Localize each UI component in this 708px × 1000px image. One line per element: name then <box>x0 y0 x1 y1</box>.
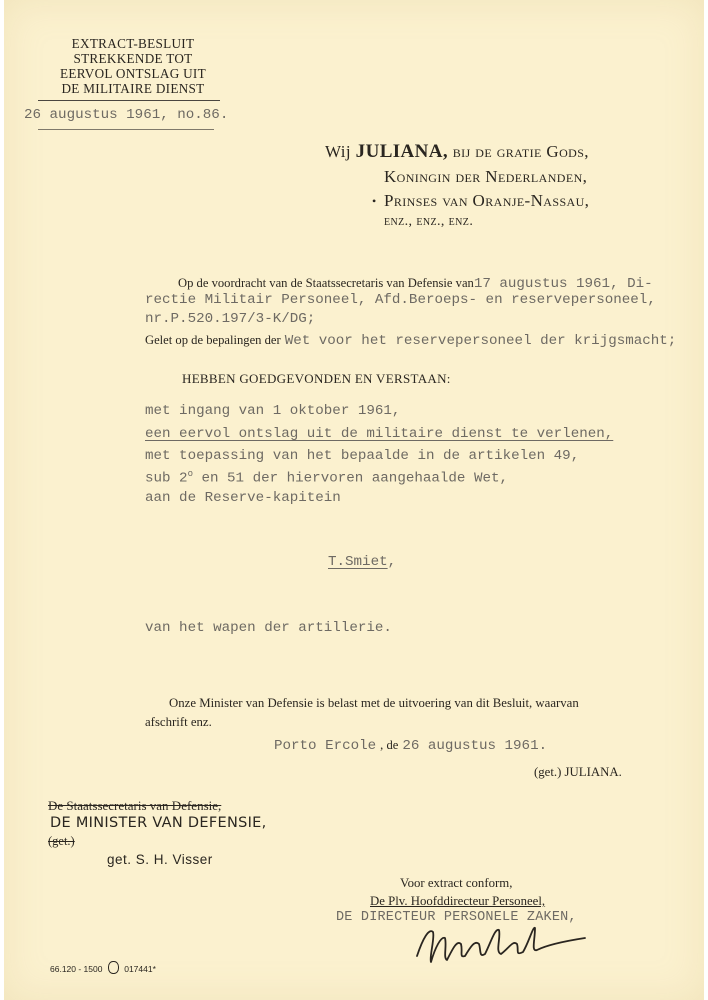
decision-sup: o <box>187 469 193 479</box>
gelet-law: Wet voor het reservepersoneel der krijgsmacht; <box>284 333 677 349</box>
royal-title-line-3: Prinses van Oranje-Nassau, <box>384 191 590 210</box>
person-name-comma: , <box>387 554 397 570</box>
struck-staatssecretaris: De Staatssecretaris van Defensie, <box>48 798 222 813</box>
royal-title-line-2: Koningin der Nederlanden, <box>384 167 588 186</box>
footer-number: 017441 <box>124 964 153 974</box>
voordracht-text: Op de voordracht van de Staatssecretaris van Defensie van <box>178 276 474 290</box>
decision-heading: HEBBEN GOEDGEVONDEN EN VERSTAAN: <box>182 371 451 386</box>
header-date-rule <box>38 129 214 130</box>
struck-get: (get.) <box>48 834 75 848</box>
header-title-line: STREKKENDE TOT <box>73 51 193 66</box>
header-date-number: 26 augustus 1961, no.86. <box>24 107 229 123</box>
voordracht-line-2: rectie Militair Personeel, Afd.Beroeps- en reservepersoneel, <box>145 292 656 308</box>
conform-line: Voor extract conform, <box>400 876 513 890</box>
royal-title-line-4: enz., enz., enz. <box>384 214 474 229</box>
royal-name: JULIANA, <box>355 141 449 162</box>
header-title-line: DE MILITAIRE DIENST <box>61 81 205 96</box>
decision-line-1: met ingang van 1 oktober 1961, <box>145 403 401 419</box>
document-page <box>4 0 704 1000</box>
closing-signed: (get.) JULIANA. <box>534 765 622 779</box>
place-date-line <box>274 736 547 754</box>
gelet-line <box>145 331 676 349</box>
person-name-line <box>328 554 396 570</box>
closing-date: 26 augustus 1961. <box>402 738 548 754</box>
closing-line-2: afschrift enz. <box>145 715 212 729</box>
gelet-text: Gelet op de bepalingen der <box>145 333 281 347</box>
seal-icon <box>108 961 119 974</box>
voordracht-line-3: nr.P.520.197/3-K/DG; <box>145 311 316 327</box>
footer-code: 66.120 - 1500 <box>50 964 103 974</box>
bullet-mark: • <box>372 194 377 208</box>
header-title-line: EXTRACT-BESLUIT <box>71 36 195 51</box>
voordracht-date: 17 augustus 1961, Di- <box>473 276 653 292</box>
royal-title-line-1 <box>325 141 589 163</box>
decision-artikelen: en 51 der hiervoren aangehaalde Wet, <box>192 470 508 487</box>
voordracht-line-1 <box>178 274 653 292</box>
decision-line-2: een eervol ontslag uit de militaire dienst te verlenen, <box>145 426 614 442</box>
decision-line-3: met toepassing van het bepaalde in de artikelen 49, <box>145 448 580 464</box>
footer-print-code <box>50 961 156 974</box>
person-name: T.Smiet <box>328 554 388 570</box>
header-title-line: EERVOL ONTSLAG UIT <box>60 66 206 81</box>
closing-place: Porto Ercole <box>274 738 377 754</box>
decision-line-4 <box>145 469 508 487</box>
closing-comma-de: , de <box>380 738 399 752</box>
minister-stamp: DE MINISTER VAN DEFENSIE, <box>50 815 267 831</box>
closing-line-1: Onze Minister van Defensie is belast met de uitvoering van dit Besluit, waarvan <box>169 696 579 710</box>
struck-hoofddirecteur: De Plv. Hoofddirecteur Personeel, <box>370 894 546 908</box>
footer-star: * <box>152 964 156 974</box>
decision-line-5: aan de Reserve-kapitein <box>145 490 341 506</box>
header-rule <box>38 100 220 101</box>
directeur-stamp: DE DIRECTEUR PERSONELE ZAKEN, <box>336 910 577 925</box>
royal-gratie: bij de gratie Gods, <box>452 142 589 161</box>
decision-wapen: van het wapen der artillerie. <box>145 620 392 636</box>
decision-sub: sub 2 <box>145 470 188 487</box>
royal-wij: Wij <box>325 142 352 161</box>
minister-signed: get. S. H. Visser <box>107 852 213 867</box>
handwritten-signature <box>409 918 589 968</box>
